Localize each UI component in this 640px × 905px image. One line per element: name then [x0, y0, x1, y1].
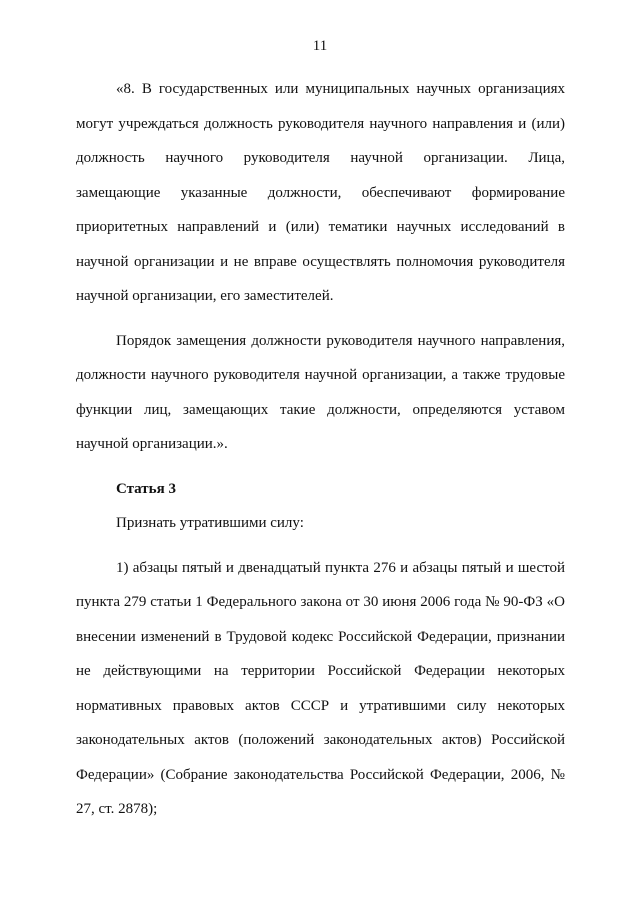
document-body [76, 72, 565, 827]
paragraph-appointment-procedure: Порядок замещения должности руководителя научного направления, должности научного руководителя научной организации, а также трудовые функции лиц, замещающих такие должности, определяются уставом научной организации.». [76, 332, 565, 452]
paragraph-repeal-intro: Признать утратившими силу: [116, 515, 304, 531]
paragraph-repeal-item-1: 1) абзацы пятый и двенадцатый пункта 276 и абзацы пятый и шестой пункта 279 статьи 1 Федерального закона от 30 июня 2006 года № 90-ФЗ «О внесении изменений в Трудовой кодекс Российской Федерации, признании не действующими на территории Российской Федерации некоторых нормативных правовых актов СССР и утратившими силу некоторых законодательных актов (положений законодательных актов) Российской Федерации» (Собрание законодательства Российской Федерации, 2006, № 27, ст. 2878); [76, 559, 565, 817]
paragraph-clause-8: «8. В государственных или муниципальных научных организациях могут учреждаться должность руководителя научного направления и (или) должность научного руководителя научной организации. Лица, замещающие указанные должности, обеспечивают формирование приоритетных направлений и (или) тематики научных исследований в научной организации и не вправе осуществлять полномочия руководителя научной организации, его заместителей. [76, 81, 565, 304]
article-3-heading: Статья 3 [116, 480, 176, 497]
page-number: 11 [312, 38, 328, 54]
